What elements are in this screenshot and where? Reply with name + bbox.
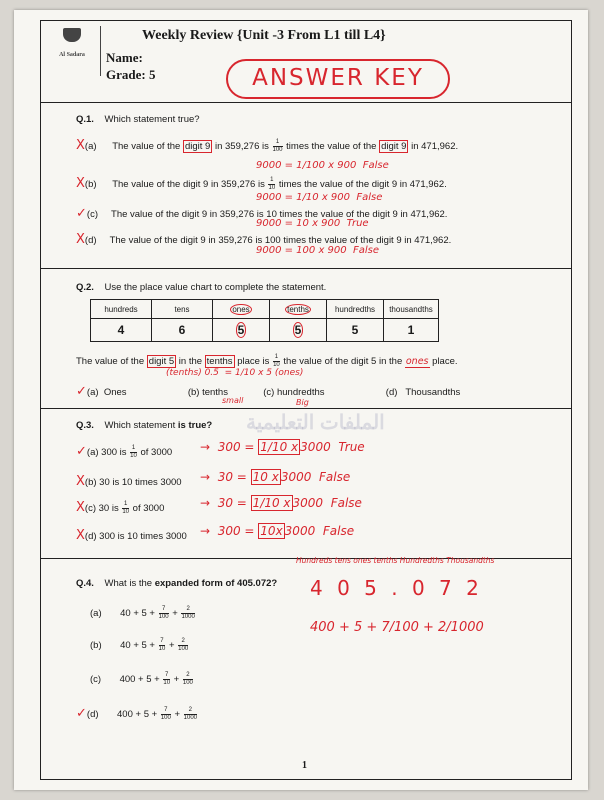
q4-option-b: (b) 40 + 5 + $\frac{7}{10}$ + $\frac{2}{100}$	[90, 638, 189, 652]
pv-header-tens: tens	[152, 300, 213, 319]
q4-digits: 4 0 5 . 0 7 2	[310, 576, 483, 600]
q3-a-work: → 300 = 1/10 x 3000 True	[200, 440, 365, 454]
q2-statement: The value of the digit 5 in the tenths place is $\frac{1}{10}$ the value of the digit 5 in the ones place.	[76, 354, 458, 368]
q1-b-work: 9000 = 1/10 x 900 False	[256, 192, 383, 203]
pv-header-tenths: tenths	[270, 300, 327, 319]
q2-heading: Q.2. Use the place value chart to complete the statement.	[76, 282, 327, 293]
q3-option-d: X(d) 300 is 10 times 3000	[76, 528, 187, 543]
q3-heading: Q.3. Which statement is true?	[76, 420, 213, 431]
q1-option-d: X(d) The value of the digit 9 in 359,276 is 100 times the value of the digit 9 in 471,962.	[76, 232, 452, 247]
q1-heading: Q.1. Which statement true?	[76, 114, 200, 125]
q3-option-c: X(c) 30 is $\frac{1}{10}$ of 3000	[76, 500, 165, 515]
logo-emblem-icon	[63, 28, 81, 42]
q4-option-d: ✓(d) 400 + 5 + $\frac{7}{100}$ + $\frac{2}{1000}$	[76, 706, 198, 721]
watermark: الملفات التعليمية	[246, 412, 385, 434]
pv-header-hundreds: hundreds	[91, 300, 152, 319]
name-label: Name:	[106, 50, 143, 65]
pv-value: 5	[213, 319, 270, 342]
q4-work: 400 + 5 + 7/100 + 2/1000	[310, 620, 484, 635]
pv-value: 6	[152, 319, 213, 342]
check-mark-icon: ✓	[76, 206, 87, 221]
q4-option-a: (a) 40 + 5 + $\frac{7}{100}$ + $\frac{2}{1000}$	[90, 606, 195, 620]
pv-value: 1	[384, 319, 439, 342]
check-mark-icon: ✓	[76, 706, 87, 721]
q4-place-labels: Hundreds tens ones tenths Hundredths Thousandths	[296, 556, 495, 565]
cross-mark-icon: X	[76, 500, 85, 515]
cross-mark-icon: X	[76, 528, 85, 543]
q3-b-work: → 30 = 10 x 3000 False	[200, 470, 351, 484]
q2-big-note: Big	[296, 398, 309, 407]
header-divider	[40, 102, 571, 103]
q4-option-c: (c) 400 + 5 + $\frac{7}{10}$ + $\frac{2}{100}$	[90, 672, 193, 686]
q3-option-b: X(b) 30 is 10 times 3000	[76, 474, 182, 489]
page-number: 1	[302, 760, 307, 771]
pv-value: 4	[91, 319, 152, 342]
cross-mark-icon: X	[76, 474, 85, 489]
pv-header-hundredths: hundredths	[327, 300, 384, 319]
grade-label: Grade: 5	[106, 67, 156, 82]
place-value-chart	[90, 299, 439, 342]
cross-mark-icon: X	[76, 138, 85, 153]
check-mark-icon: ✓	[76, 444, 87, 459]
pv-header-ones: ones	[213, 300, 270, 319]
q1-option-c: ✓(c) The value of the digit 9 in 359,276 is 10 times the value of the digit 9 in 471,962.	[76, 206, 448, 221]
q2-small-note: small	[222, 396, 244, 405]
worksheet-page	[14, 10, 588, 790]
q3-option-a: ✓(a) 300 is $\frac{1}{10}$ of 3000	[76, 444, 173, 459]
q2-work: (tenths) 0.5 = 1/10 x 5 (ones)	[166, 368, 304, 378]
cross-mark-icon: X	[76, 176, 85, 191]
section-divider-2	[40, 408, 571, 409]
q1-a-work: 9000 = 1/100 x 900 False	[256, 160, 389, 171]
q3-c-work: → 30 = 1/10 x 3000 False	[200, 496, 362, 510]
school-name: Al Sadara	[59, 52, 85, 58]
q3-d-work: → 300 = 10x 3000 False	[200, 524, 355, 538]
q1-option-a: X(a) The value of the digit 9 in 359,276 is $\frac{1}{100}$ times the value of the digit 9 in 471,962.	[76, 138, 459, 153]
q1-d-work: 9000 = 100 x 900 False	[256, 245, 380, 256]
pv-value: 5	[270, 319, 327, 342]
cross-mark-icon: X	[76, 232, 85, 247]
q2-options: ✓(a) Ones (b) tenths (c) hundredths (d) Thousandths	[76, 384, 461, 399]
q4-heading: Q.4. What is the expanded form of 405.072?	[76, 578, 278, 589]
check-mark-icon: ✓	[76, 384, 87, 399]
school-logo	[44, 26, 101, 76]
pv-value: 5	[327, 319, 384, 342]
q1-option-b: X(b) The value of the digit 9 in 359,276 is $\frac{1}{10}$ times the value of the digit 9 in 471,962.	[76, 176, 447, 191]
answer-key-stamp: ANSWER KEY	[226, 59, 450, 99]
pv-header-thousandths: thousandths	[384, 300, 439, 319]
section-divider-1	[40, 268, 571, 269]
worksheet-title: Weekly Review {Unit -3 From L1 till L4}	[142, 28, 386, 43]
q1-c-work: 9000 = 10 x 900 True	[256, 218, 369, 229]
